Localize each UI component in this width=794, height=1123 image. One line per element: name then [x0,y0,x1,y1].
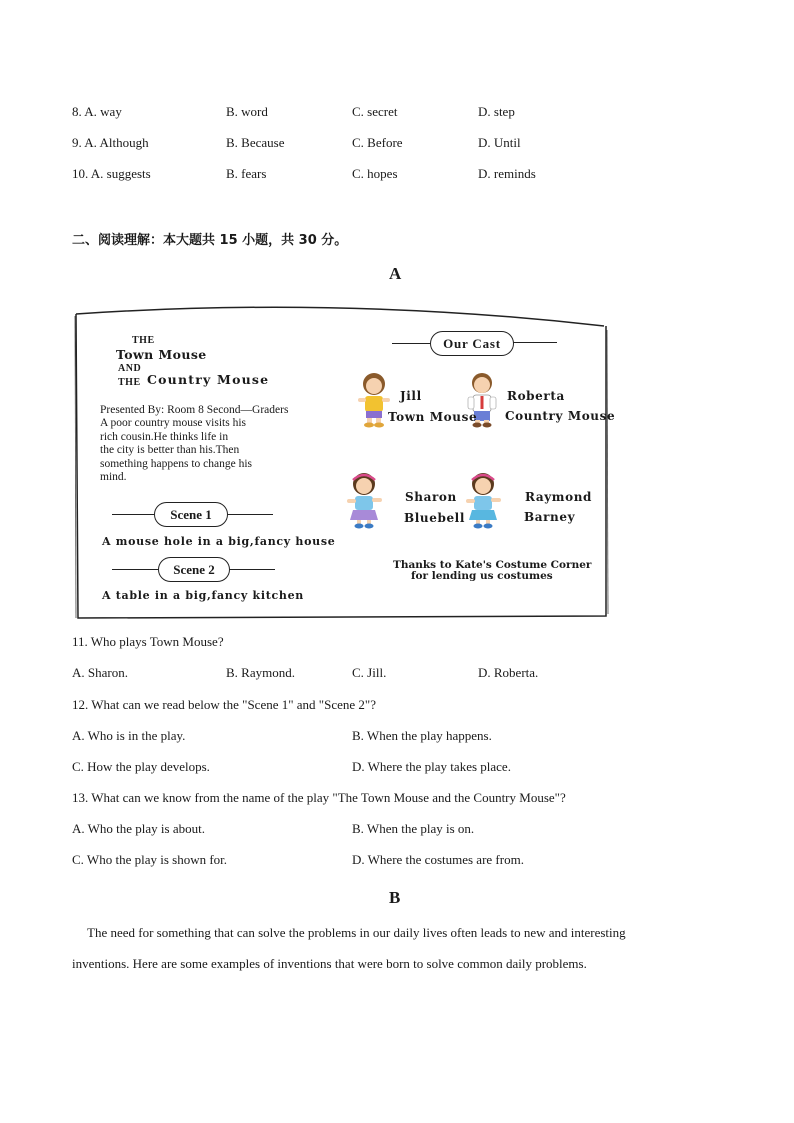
scene1-line-left [112,514,154,515]
title-town-mouse: Town Mouse [116,347,207,362]
section-heading: 二、阅读理解：本大题共 15 小题，共 30 分。 [72,233,348,248]
passage-b-line-2: inventions. Here are some examples of inventions that were born to solve common daily problems. [72,956,587,971]
scene1-label: Scene 1 [154,502,228,527]
summary-line: rich cousin.He thinks life in [100,430,229,443]
q10-option-a: 10. A. suggests [72,166,151,181]
scene2-line-right [229,569,275,570]
cast-role-barney: Barney [524,510,576,524]
q9-option-b: B. Because [226,135,285,150]
q13-text: 13. What can we know from the name of the play "The Town Mouse and the Country Mouse"? [72,790,566,805]
q12-option-a: A. Who is in the play. [72,728,186,743]
summary-line: the city is better than his.Then [100,444,240,456]
cast-line-left [392,343,430,344]
q11-option-a: A. Sharon. [72,665,128,680]
q9-option-d: D. Until [478,135,521,150]
q8-option-a: 8. A. way [72,104,122,119]
scene1-line-right [227,514,273,515]
q12-option-c: C. How the play develops. [72,759,210,774]
q12-text: 12. What can we read below the "Scene 1" and "Scene 2"? [72,697,376,712]
q13-option-d: D. Where the costumes are from. [352,852,524,867]
q11-option-d: D. Roberta. [478,665,539,680]
scene2-line-left [112,569,158,570]
cast-role-bluebell: Bluebell [404,511,466,525]
presented-by: Presented By: Room 8 Second—Graders [100,404,289,416]
title-country-mouse: Country Mouse [147,372,270,387]
q9-option-c: C. Before [352,135,403,150]
q11-text: 11. Who plays Town Mouse? [72,634,224,649]
q11-option-c: C. Jill. [352,665,387,680]
passage-b-line-1: The need for something that can solve the problems in our daily lives often leads to new and interesting [87,925,626,940]
q12-option-d: D. Where the play takes place. [352,759,511,774]
q13-option-b: B. When the play is on. [352,821,475,836]
q11-option-b: B. Raymond. [226,665,295,680]
q8-option-d: D. step [478,104,515,119]
q13-option-c: C. Who the play is shown for. [72,852,228,867]
cast-role-town-mouse: Town Mouse [388,410,478,424]
scene2-description: A table in a big,fancy kitchen [102,589,304,602]
q10-option-b: B. fears [226,166,267,181]
cast-actor-sharon: Sharon [405,490,457,504]
q13-option-a: A. Who the play is about. [72,821,205,836]
summary-line: something happens to change his [100,457,253,470]
play-summary [100,417,252,485]
title-the-2: THE [118,377,141,388]
summary-line: A poor country mouse visits his [100,417,246,429]
q10-option-d: D. reminds [478,166,536,181]
scene1-description: A mouse hole in a big,fancy house [102,535,336,548]
part-a-heading: A [389,264,402,283]
q8-option-c: C. secret [352,104,398,119]
summary-line: mind. [100,471,127,483]
q10-option-c: C. hopes [352,166,398,181]
thanks-line-2: for lending us costumes [411,570,553,582]
q12-option-b: B. When the play happens. [352,728,492,743]
title-and: AND [118,363,142,374]
cast-role-country-mouse: Country Mouse [505,409,616,423]
part-b-heading: B [389,888,401,907]
q9-option-a: 9. A. Although [72,135,149,150]
cast-label: Our Cast [430,331,514,356]
sharon-figure-icon [344,470,384,530]
title-the-1: THE [132,335,155,346]
scene2-label: Scene 2 [158,557,230,582]
cast-line-right [513,342,557,343]
jill-figure-icon [356,370,392,428]
cast-actor-jill: Jill [400,389,422,403]
cast-actor-raymond: Raymond [525,490,593,504]
thanks-line-1: Thanks to Kate's Costume Corner [393,559,592,571]
q8-option-b: B. word [226,104,268,119]
raymond-figure-icon [463,470,503,530]
cast-actor-roberta: Roberta [507,389,565,403]
